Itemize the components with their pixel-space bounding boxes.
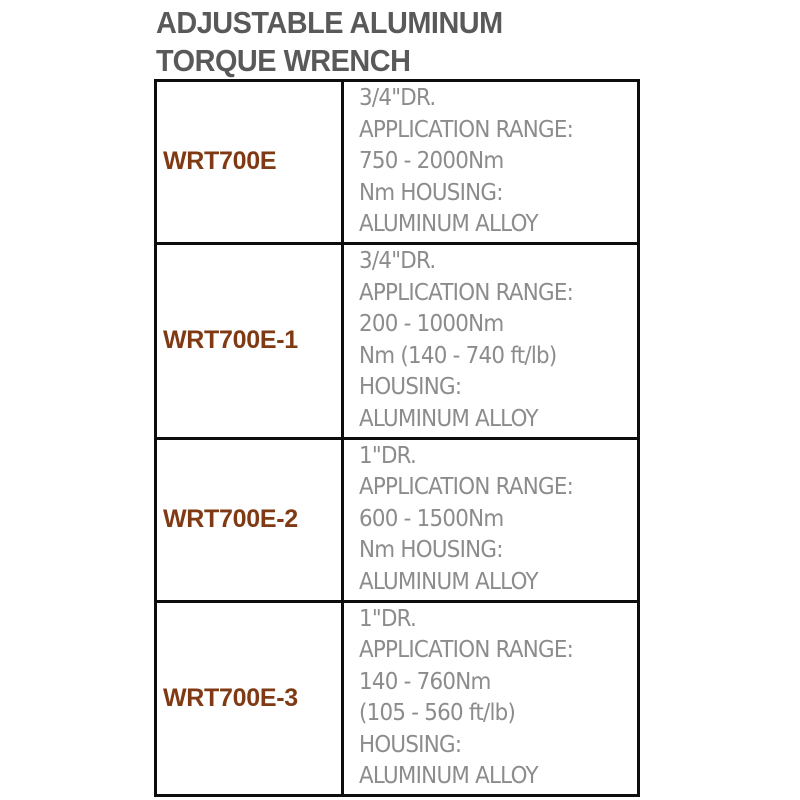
table-row [156,438,639,601]
spec-line: ALUMINUM ALLOY [359,763,538,790]
spec-line: 750 - 2000Nm [359,148,504,175]
spec-line: HOUSING: [359,731,462,758]
model-cell [156,243,343,438]
spec-line: 200 - 1000Nm [359,311,504,338]
spec-line: 140 - 760Nm [359,668,491,695]
spec-cell [343,243,639,438]
spec-line: Nm HOUSING: [359,537,503,564]
model-cell [156,438,343,601]
spec-line: Nm HOUSING: [359,179,503,206]
spec-line: 600 - 1500Nm [359,505,504,532]
table-row [156,243,639,438]
title-line-1: ADJUSTABLE ALUMINUM [156,5,503,40]
title-line-2: TORQUE WRENCH [156,43,411,78]
table-row [156,601,639,796]
spec-line: APPLICATION RANGE: [359,637,574,664]
spec-line: (105 - 560 ft/lb) [359,700,516,727]
spec-line: 3/4"DR. [359,85,436,111]
spec-table [154,79,640,797]
spec-line: 1"DR. [359,442,417,469]
spec-line: 3/4"DR. [359,247,436,274]
model-number: WRT700E-2 [163,505,298,534]
model-number: WRT700E-3 [163,683,298,712]
spec-line: ALUMINUM ALLOY [359,211,538,238]
spec-line: 1"DR. [359,605,417,632]
spec-cell [343,438,639,601]
spec-line: APPLICATION RANGE: [359,116,574,143]
spec-line: APPLICATION RANGE: [359,279,574,306]
spec-line: Nm (140 - 740 ft/lb) [359,342,557,369]
page-title [156,4,503,80]
model-cell [156,81,343,244]
spec-line: APPLICATION RANGE: [359,474,574,501]
table-row [156,81,639,244]
spec-line: HOUSING: [359,374,462,401]
spec-cell [343,601,639,796]
spec-line: ALUMINUM ALLOY [359,568,538,595]
model-cell [156,601,343,796]
spec-cell [343,81,639,244]
spec-line: ALUMINUM ALLOY [359,405,538,432]
model-number: WRT700E-1 [163,326,298,355]
model-number: WRT700E [163,147,277,176]
